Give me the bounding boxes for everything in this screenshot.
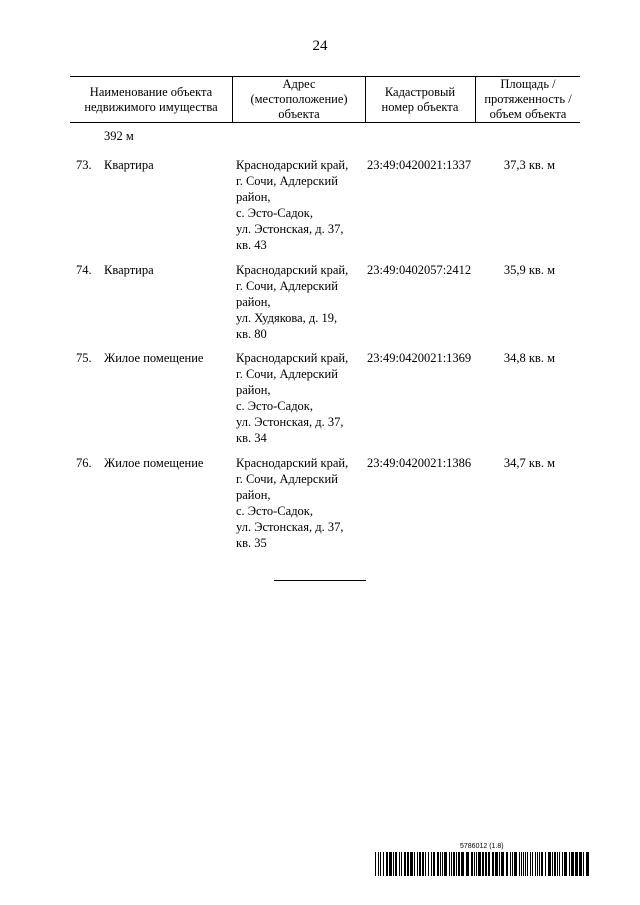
row-area: 35,9 кв. м — [503, 263, 555, 277]
row-number: 73. — [76, 158, 92, 172]
row-object-name: Жилое помещение — [104, 351, 204, 365]
header-cadastral: Кадастровый номер объекта — [365, 77, 476, 122]
row-address: Краснодарский край, г. Сочи, Адлерский район, с. Эсто-Садок, ул. Эстонская, д. 37, кв. 34 — [236, 351, 349, 445]
row-cadastral: 23:49:0402057:2412 — [367, 263, 472, 277]
barcode-label: 5786012 (1.8) — [460, 843, 504, 850]
row-area: 37,3 кв. м — [503, 158, 555, 172]
end-of-document-rule — [274, 580, 366, 581]
row-address: Краснодарский край, г. Сочи, Адлерский район, с. Эсто-Садок, ул. Эстонская, д. 37, кв. 43 — [236, 158, 349, 252]
header-area: Площадь / протяженность / объем объекта — [484, 77, 572, 121]
row-address: Краснодарский край, г. Сочи, Адлерский район, с. Эсто-Садок, ул. Эстонская, д. 37, кв. 35 — [236, 456, 349, 550]
row-object-name: Жилое помещение — [104, 456, 204, 470]
row-object-name: Квартира — [104, 263, 154, 277]
row-object-name: Квартира — [104, 158, 154, 172]
row-cadastral: 23:49:0420021:1386 — [367, 456, 472, 470]
continuation-text: 392 м — [104, 129, 134, 143]
row-area: 34,7 кв. м — [503, 456, 555, 470]
row-cadastral: 23:49:0420021:1369 — [367, 351, 472, 365]
row-number: 75. — [76, 351, 92, 365]
row-cadastral: 23:49:0420021:1337 — [367, 158, 472, 172]
header-address: Адрес (местоположение) объекта — [232, 77, 366, 122]
row-address: Краснодарский край, г. Сочи, Адлерский район, ул. Худякова, д. 19, кв. 80 — [236, 263, 349, 341]
row-area: 34,8 кв. м — [503, 351, 555, 365]
page-number: 24 — [312, 38, 328, 54]
row-number: 74. — [76, 263, 92, 277]
table-header — [70, 76, 580, 123]
barcode-icon — [375, 852, 589, 876]
row-number: 76. — [76, 456, 92, 470]
header-object-name: Наименование объекта недвижимого имущества — [84, 84, 218, 114]
